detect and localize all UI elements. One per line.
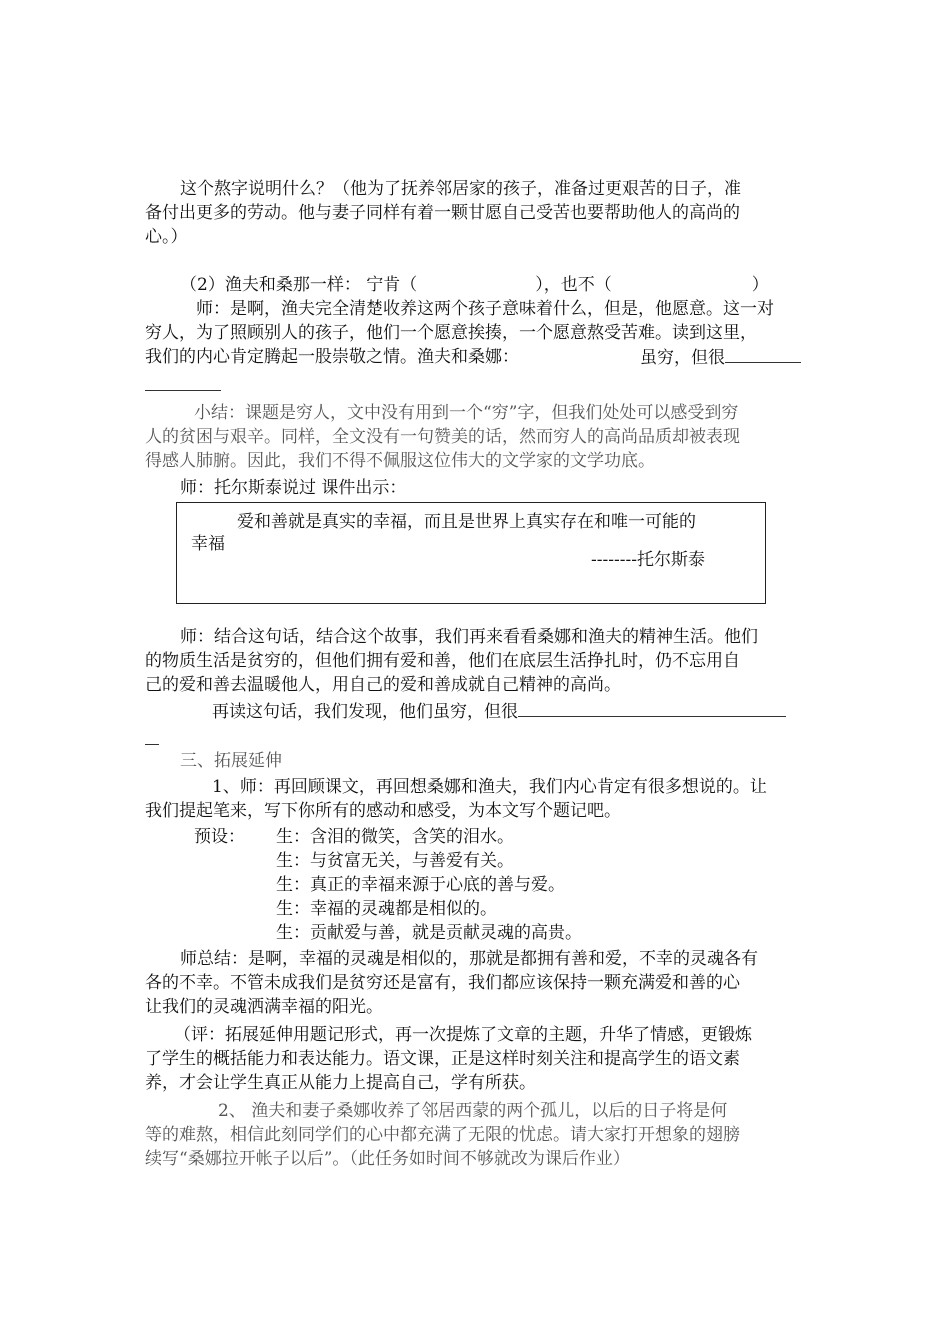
comment-text: （评：拓展延伸用题记形式，再一次提炼了文章的主题，升华了情感，更锻炼: [174, 1025, 752, 1045]
paragraph-text: 师：结合这句话，结合这个故事，我们再来看看桑娜和渔夫的精神生活。他们: [180, 627, 758, 647]
paragraph-text: 师总结：是啊，幸福的灵魂是相似的，那就是都拥有善和爱，不幸的灵魂各有: [180, 949, 758, 969]
question-part-a: （2）渔夫和桑那一样： 宁肯（: [180, 275, 418, 295]
paragraph-text: 己的爱和善去温暖他人，用自己的爱和善成就自己精神的高尚。: [145, 675, 621, 695]
paragraph-text: 备付出更多的劳动。他与妻子同样有着一颗甘愿自己受苦也要帮助他人的高尚的: [145, 203, 740, 223]
paragraph-text: 让我们的灵魂洒满幸福的阳光。: [145, 997, 383, 1017]
paragraph-text: 这个熬字说明什么？（他为了抚养邻居家的孩子，准备过更艰苦的日子，准: [180, 179, 741, 199]
comment-text: 了学生的概括能力和表达能力。语文课，正是这样时刻关注和提高学生的语文素: [145, 1049, 740, 1069]
paragraph-text: 各的不幸。不管未成我们是贫穷还是富有，我们都应该保持一颗充满爱和善的心: [145, 973, 740, 993]
comment-text: 养，才会让学生真正从能力上提高自己，学有所获。: [145, 1073, 536, 1093]
preset-item: 生：幸福的灵魂都是相似的。: [276, 899, 497, 919]
task-text: 等的难熬，相信此刻同学们的心中都充满了无限的忧虑。请大家打开想象的翅膀: [145, 1125, 740, 1145]
quote-box: [176, 502, 766, 604]
paragraph-text: 心。）: [145, 227, 188, 247]
summary-text: 得感人肺腑。因此，我们不得不佩服这位伟大的文学家的文学功底。: [145, 451, 655, 471]
answer-blank-continuation: [145, 728, 159, 751]
preset-item: 生：贡献爱与善，就是贡献灵魂的高贵。: [276, 923, 582, 943]
paragraph-text: 1、师：再回顾课文，再回想桑娜和渔夫，我们内心肯定有很多想说的。让: [212, 777, 767, 797]
answer-blank-continuation: [145, 374, 221, 397]
fill-in-prompt: 再读这句话，我们发现，他们虽穷，但很: [212, 700, 786, 723]
preset-item: 生：含泪的微笑，含笑的泪水。: [276, 827, 514, 847]
paragraph-text: 我们的内心肯定腾起一股崇敬之情。渔夫和桑娜：: [145, 347, 519, 367]
section-heading: 三、拓展延伸: [180, 751, 282, 771]
paragraph-text: 的物质生活是贫穷的，但他们拥有爱和善，他们在底层生活挣扎时，仍不忘用自: [145, 651, 740, 671]
preset-label: 预设：: [194, 827, 245, 847]
summary-text: 小结：课题是穷人，文中没有用到一个“穷”字，但我们处处可以感受到穷: [194, 403, 739, 423]
quote-author: --------托尔斯泰: [591, 550, 705, 570]
summary-text: 人的贫困与艰辛。同样，全文没有一句赞美的话，然而穷人的高尚品质却被表现: [145, 427, 740, 447]
fill-in-question: [180, 274, 769, 296]
preset-item: 生：与贫富无关，与善爱有关。: [276, 851, 514, 871]
task-text: 续写“桑娜拉开帐子以后”。（此任务如时间不够就改为课后作业）: [145, 1149, 630, 1169]
preset-item: 生：真正的幸福来源于心底的善与爱。: [276, 875, 565, 895]
answer-blank: [725, 346, 801, 363]
paragraph-text: 穷人，为了照顾别人的孩子，他们一个愿意挨揍，一个愿意熬受苦难。读到这里，: [145, 323, 757, 343]
fill-in-prompt: 虽穷，但很: [640, 346, 801, 369]
answer-blank: [518, 700, 786, 717]
question-part-b: ），也不（: [535, 275, 612, 295]
paragraph-text: 我们提起笔来，写下你所有的感动和感受，为本文写个题记吧。: [145, 801, 621, 821]
task-text: 2、 渔夫和妻子桑娜收养了邻居西蒙的两个孤儿，以后的日子将是何: [218, 1101, 728, 1121]
quote-line: 爱和善就是真实的幸福，而且是世界上真实存在和唯一可能的: [237, 512, 696, 532]
question-part-c: ）: [751, 275, 769, 295]
paragraph-text: 师：托尔斯泰说过 课件出示：: [180, 478, 407, 498]
quote-line: 幸福: [191, 534, 225, 554]
paragraph-text: 师：是啊，渔夫完全清楚收养这两个孩子意味着什么，但是，他愿意。这一对: [196, 299, 774, 319]
